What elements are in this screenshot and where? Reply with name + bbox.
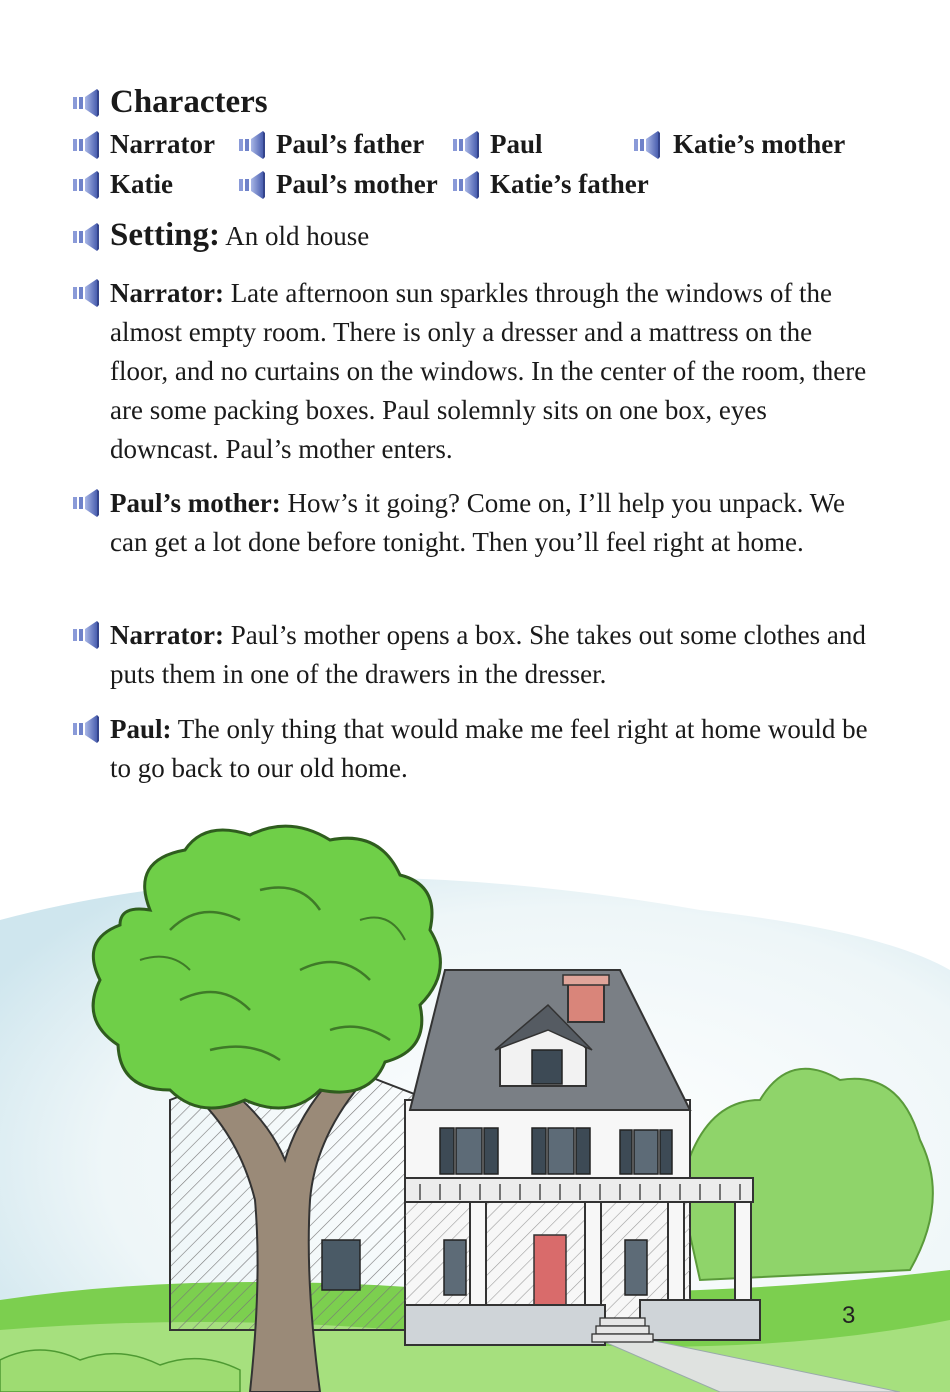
speaker-icon[interactable] [238,170,266,200]
setting-label: Setting: [110,217,220,253]
script-line-1 [110,274,870,469]
character-narrator: Narrator [110,129,215,159]
speaker-icon[interactable] [72,130,100,160]
character-pauls-father: Paul’s father [276,129,425,159]
speaker-name: Paul: [110,714,172,744]
speaker-icon[interactable] [72,278,100,308]
speaker-icon[interactable] [72,222,100,252]
speaker-name: Paul’s mother: [110,488,281,518]
script-line-3 [110,616,870,694]
line-text: How’s it going? Come on, I’ll help you unpack. We can get a lot done before tonight. Then you’ll feel right at home. [110,488,845,557]
speaker-name: Narrator: [110,278,224,308]
character-katie: Katie [110,169,173,199]
character-katies-father: Katie’s father [490,169,649,199]
line-text: Paul’s mother opens a box. She takes out some clothes and puts them in one of the drawers in the dresser. [110,620,866,689]
script-line-4 [110,710,870,788]
line-text: Late afternoon sun sparkles through the windows of the almost empty room. There is only a dresser and a mattress on the floor, and no curtains on the windows. In the center of the room, there are some packing boxes. Paul solemnly sits on one box, eyes downcast. Paul’s mother enters. [110,278,867,464]
speaker-icon[interactable] [72,88,100,118]
script-line-2 [110,484,870,562]
character-katies-mother: Katie’s mother [673,129,846,159]
setting-value: An old house [225,221,370,251]
page-number: 3 [842,1302,856,1329]
speaker-icon[interactable] [72,714,100,744]
character-pauls-mother: Paul’s mother [276,169,438,199]
speaker-icon[interactable] [72,488,100,518]
house-illustration [0,800,950,1392]
speaker-icon[interactable] [452,170,480,200]
speaker-icon[interactable] [633,130,661,160]
line-text: The only thing that would make me feel right at home would be to go back to our old home. [110,714,868,783]
speaker-icon[interactable] [72,620,100,650]
character-paul: Paul [490,129,543,159]
characters-heading: Characters [110,84,268,120]
speaker-icon[interactable] [452,130,480,160]
setting-line [110,216,369,256]
speaker-icon[interactable] [238,130,266,160]
speaker-name: Narrator: [110,620,224,650]
speaker-icon[interactable] [72,170,100,200]
